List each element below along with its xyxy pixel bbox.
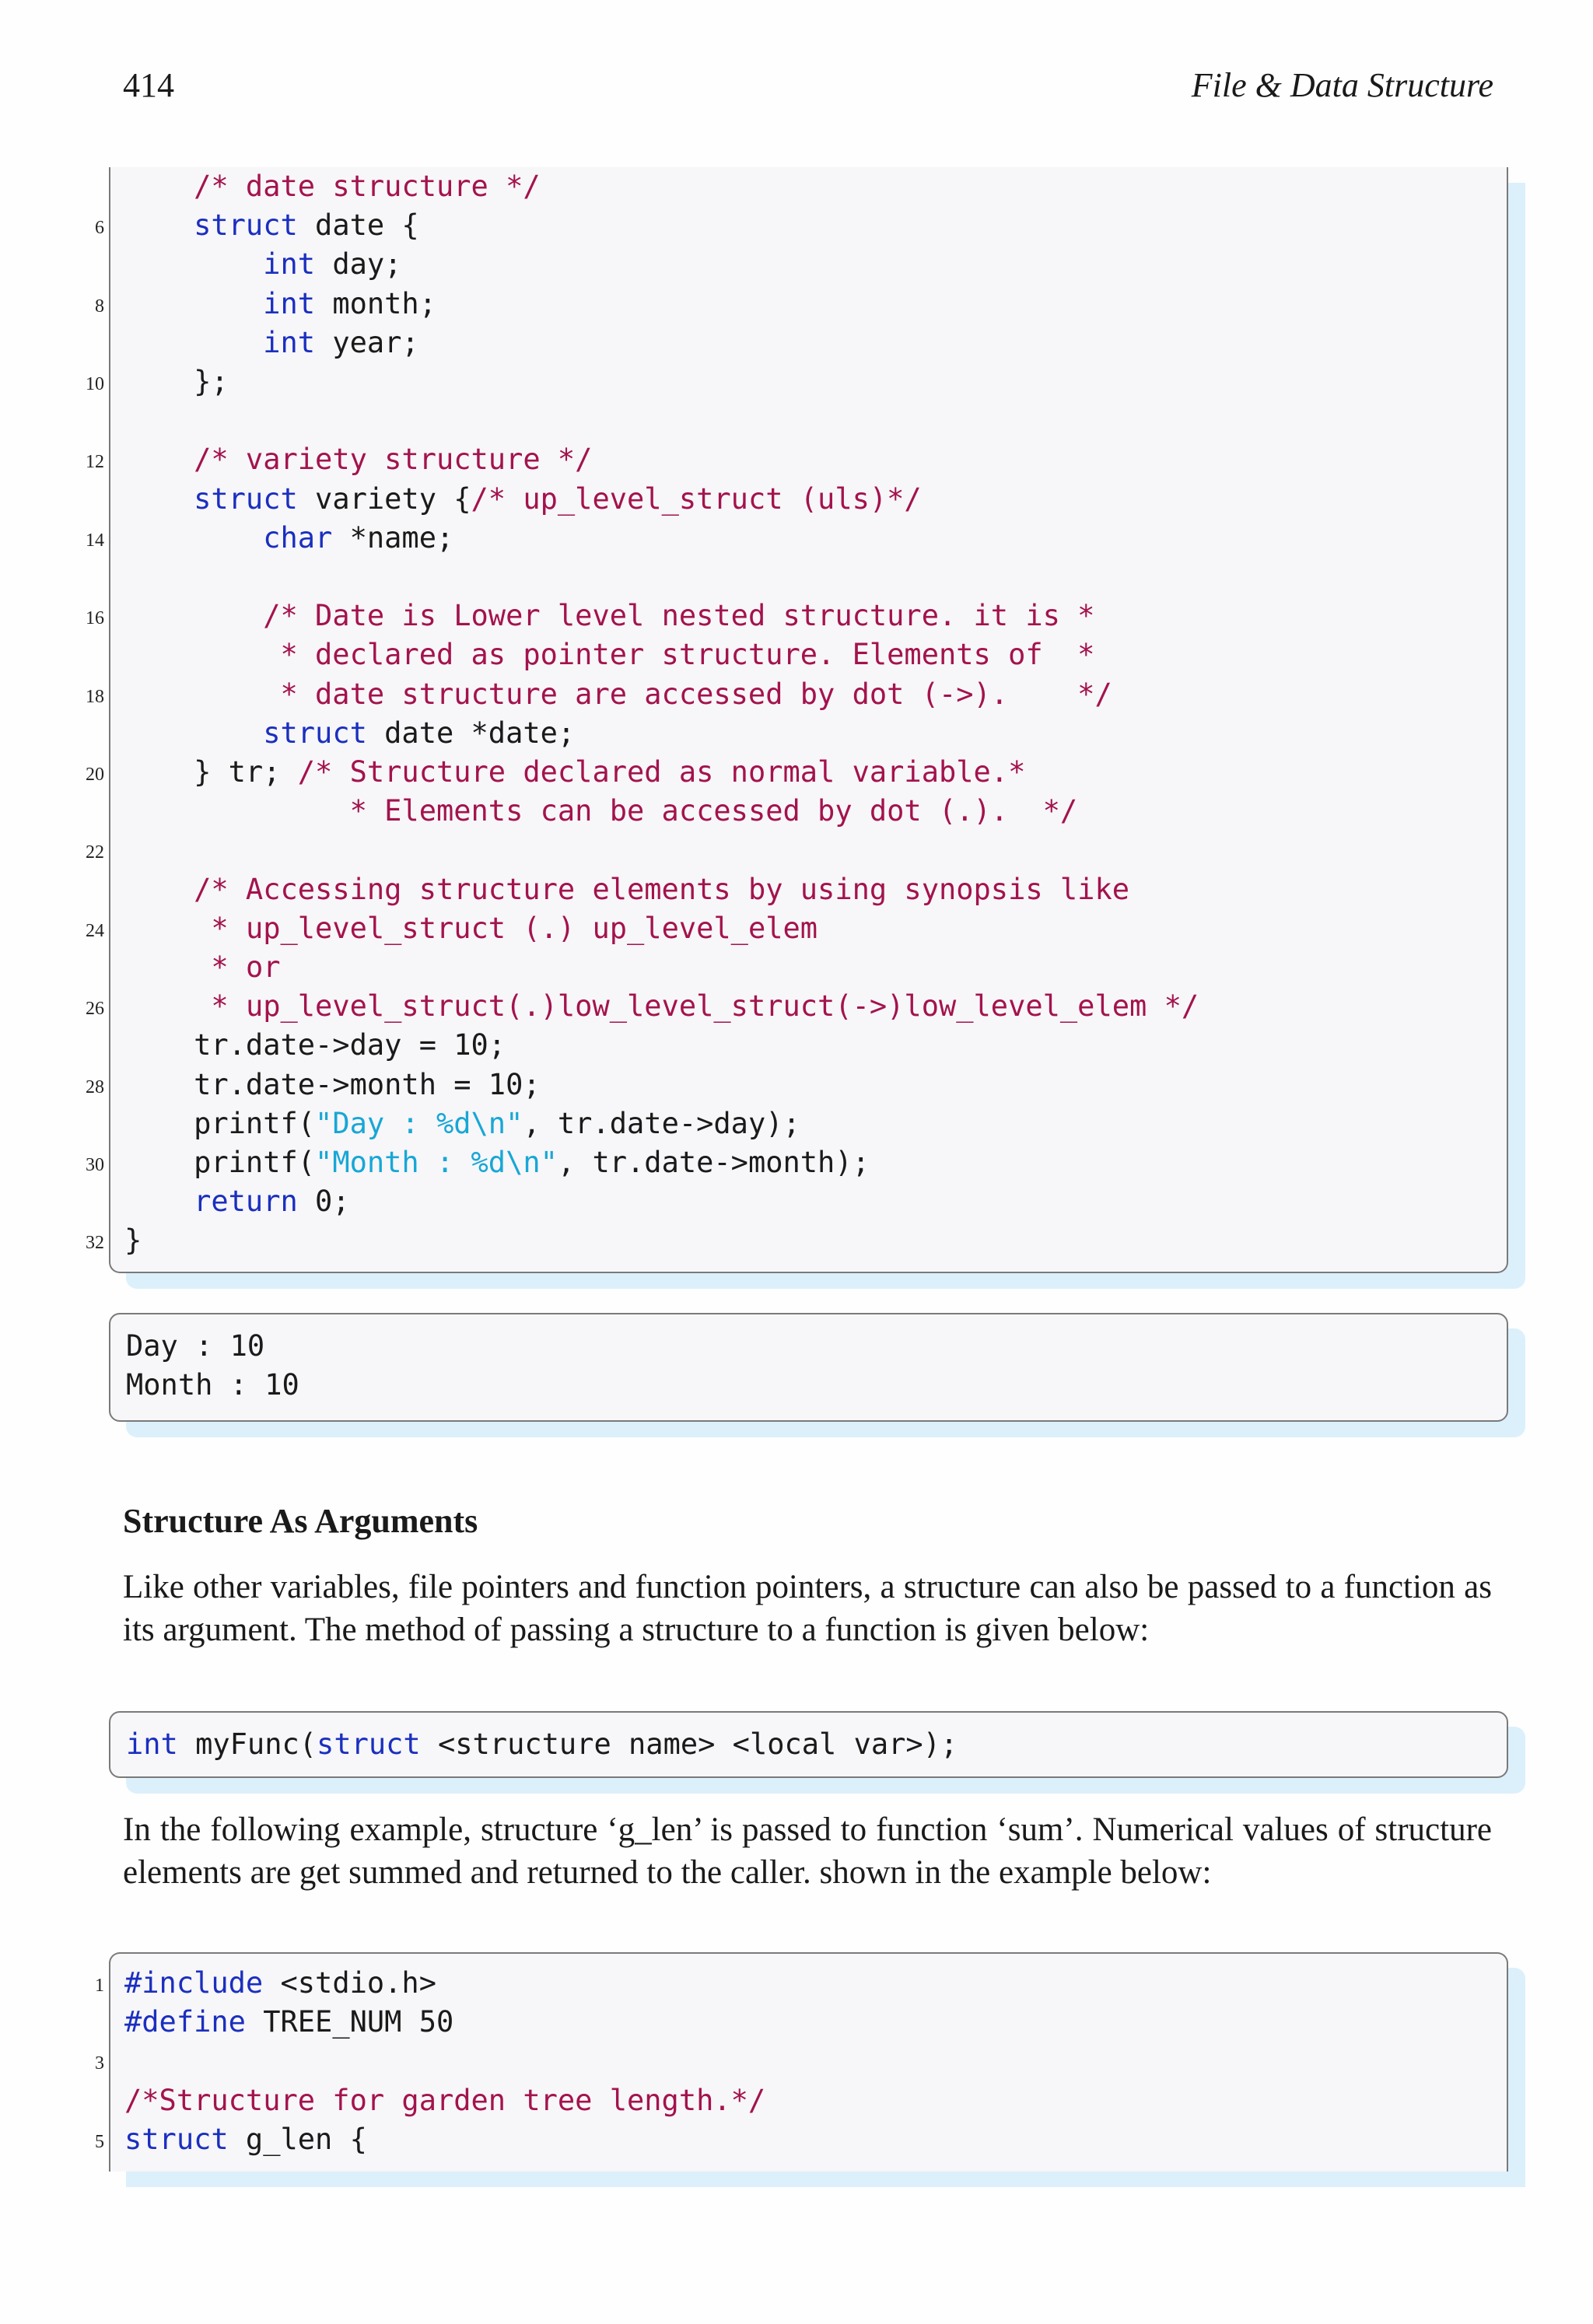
code-token: } tr; bbox=[124, 755, 298, 789]
running-title: File & Data Structure bbox=[1191, 66, 1493, 104]
code-line bbox=[124, 285, 436, 324]
code-line bbox=[124, 714, 575, 753]
code-line bbox=[124, 870, 1129, 909]
output-line: Month : 10 bbox=[126, 1368, 299, 1402]
code-line bbox=[124, 1182, 350, 1221]
page-number: 414 bbox=[123, 66, 174, 104]
code-line bbox=[124, 2003, 453, 2042]
code-line bbox=[124, 1104, 800, 1143]
syntax-line bbox=[126, 1725, 958, 1764]
code-line bbox=[124, 1143, 870, 1182]
code-token bbox=[124, 794, 350, 828]
code-token: month; bbox=[315, 286, 436, 320]
code-token: struct bbox=[194, 481, 298, 516]
code-line bbox=[124, 753, 1025, 792]
code-token bbox=[124, 170, 194, 203]
code-token: tr.date->day = 10; bbox=[124, 1028, 506, 1062]
code-line bbox=[124, 635, 1094, 674]
code-token: * date structure are accessed by dot (->). */ bbox=[280, 677, 1112, 711]
line-number: 32 bbox=[86, 1233, 104, 1254]
code-token: /* Accessing structure elements by using synopsis like bbox=[194, 872, 1130, 906]
code-token: * Elements can be accessed by dot (.). */ bbox=[349, 794, 1078, 828]
code-token bbox=[124, 873, 194, 906]
line-number: 12 bbox=[86, 452, 104, 473]
code-line bbox=[124, 1026, 506, 1065]
line-number: 3 bbox=[95, 2053, 104, 2074]
code-token: * up_level_struct(.)low_level_struct(->)low_level_elem */ bbox=[211, 989, 1199, 1024]
code-line bbox=[124, 1964, 436, 2003]
line-number: 30 bbox=[86, 1155, 104, 1175]
code-line bbox=[124, 440, 592, 479]
code-line bbox=[124, 987, 1199, 1026]
code-token bbox=[124, 247, 263, 281]
code-line bbox=[124, 1066, 541, 1104]
code-token bbox=[124, 326, 263, 359]
code-token bbox=[124, 208, 194, 242]
code-token: /* up_level_struct (uls)*/ bbox=[471, 481, 922, 516]
code-line bbox=[124, 324, 419, 362]
line-number: 5 bbox=[95, 2131, 104, 2152]
code-token: , tr.date->month); bbox=[557, 1146, 870, 1179]
code-token: <stdio.h> bbox=[263, 1966, 436, 2000]
code-token: , tr.date->day); bbox=[523, 1106, 800, 1140]
code-token: /* date structure */ bbox=[194, 170, 541, 203]
code-token: return bbox=[194, 1185, 298, 1219]
code-token: } bbox=[124, 1223, 142, 1258]
line-number: 6 bbox=[95, 218, 104, 239]
line-number: 28 bbox=[86, 1076, 104, 1097]
code-token: date *date; bbox=[366, 716, 576, 750]
code-token: }; bbox=[124, 365, 229, 398]
code-token bbox=[124, 716, 263, 750]
code-token: char bbox=[263, 520, 333, 555]
code-line bbox=[124, 792, 1077, 831]
code-token: date { bbox=[297, 208, 419, 243]
code-token bbox=[124, 599, 263, 632]
code-line bbox=[124, 167, 541, 206]
code-line bbox=[124, 1221, 142, 1260]
line-number: 10 bbox=[86, 374, 104, 394]
code-token: int bbox=[263, 286, 316, 320]
code-token: printf( bbox=[124, 1106, 316, 1140]
code-token bbox=[124, 677, 280, 711]
code-token bbox=[124, 443, 194, 476]
code-token: *name; bbox=[332, 520, 454, 555]
code-token: day; bbox=[315, 247, 402, 282]
code-line bbox=[124, 245, 401, 284]
code-line bbox=[124, 206, 419, 245]
code-token: TREE_NUM 50 bbox=[245, 2005, 454, 2039]
code-token bbox=[124, 989, 211, 1023]
code-token: /*Structure for garden tree length.*/ bbox=[124, 2083, 766, 2117]
code-token: /* Date is Lower level nested structure. it is * bbox=[263, 599, 1095, 633]
line-number: 22 bbox=[86, 842, 104, 863]
code-token: #include bbox=[124, 1966, 264, 2000]
code-token: g_len { bbox=[228, 2122, 367, 2156]
code-token: myFunc( bbox=[177, 1727, 317, 1761]
code-line bbox=[124, 597, 1094, 635]
code-token bbox=[124, 912, 211, 945]
line-number: 8 bbox=[95, 296, 104, 317]
code-token: variety { bbox=[297, 481, 471, 516]
code-line bbox=[124, 675, 1112, 714]
code-line bbox=[124, 909, 818, 948]
output-line: Day : 10 bbox=[126, 1329, 265, 1363]
code-line bbox=[124, 519, 453, 558]
line-number: 18 bbox=[86, 686, 104, 707]
code-line bbox=[124, 2081, 765, 2120]
code-line bbox=[124, 2120, 367, 2159]
line-number: 24 bbox=[86, 920, 104, 941]
line-number: 16 bbox=[86, 608, 104, 629]
code-line bbox=[124, 480, 922, 519]
code-token: year; bbox=[315, 325, 419, 359]
line-number: 14 bbox=[86, 530, 104, 551]
code-token: <structure name> <local var>); bbox=[420, 1727, 958, 1761]
code-line bbox=[124, 362, 229, 401]
code-token: #define bbox=[124, 2005, 246, 2039]
code-token: /* Structure declared as normal variable.* bbox=[297, 755, 1026, 789]
output-box bbox=[109, 1313, 1508, 1422]
code-token bbox=[124, 521, 263, 555]
code-token bbox=[124, 950, 211, 984]
code-token: int bbox=[126, 1727, 178, 1761]
code-token bbox=[124, 482, 194, 516]
code-token: /* variety structure */ bbox=[194, 443, 593, 477]
code-token: "Month : %d\n" bbox=[315, 1146, 558, 1179]
code-token: tr.date->month = 10; bbox=[124, 1067, 541, 1101]
code-token: int bbox=[263, 247, 316, 282]
syntax-box bbox=[109, 1711, 1508, 1778]
section-title: Structure As Arguments bbox=[123, 1502, 478, 1540]
code-token bbox=[124, 638, 280, 671]
code-token bbox=[124, 287, 263, 320]
code-token: int bbox=[263, 325, 316, 359]
code-token: * declared as pointer structure. Elements of * bbox=[280, 638, 1095, 672]
line-number: 26 bbox=[86, 999, 104, 1020]
code-token: struct bbox=[317, 1727, 421, 1761]
code-token: printf( bbox=[124, 1146, 316, 1179]
paragraph: Like other variables, file pointers and function pointers, a structure can also be passed to a function as its argument. The method of passing a structure to a function is given below: bbox=[123, 1569, 1492, 1648]
code-token: 0; bbox=[297, 1185, 350, 1219]
line-number: 1 bbox=[95, 1976, 104, 1996]
code-token: struct bbox=[124, 2122, 229, 2156]
code-token: struct bbox=[263, 716, 367, 750]
paragraph: In the following example, structure ‘g_len’ is passed to function ‘sum’. Numerical values of structure elements are get summed and returned to the caller. shown in the example below: bbox=[123, 1811, 1492, 1891]
code-token: * or bbox=[211, 950, 281, 984]
code-token: "Day : %d\n" bbox=[315, 1106, 523, 1140]
code-line bbox=[124, 948, 281, 987]
code-token: struct bbox=[194, 208, 298, 243]
line-number: 20 bbox=[86, 765, 104, 785]
code-token bbox=[124, 1185, 194, 1218]
code-token: * up_level_struct (.) up_level_elem bbox=[211, 911, 818, 945]
